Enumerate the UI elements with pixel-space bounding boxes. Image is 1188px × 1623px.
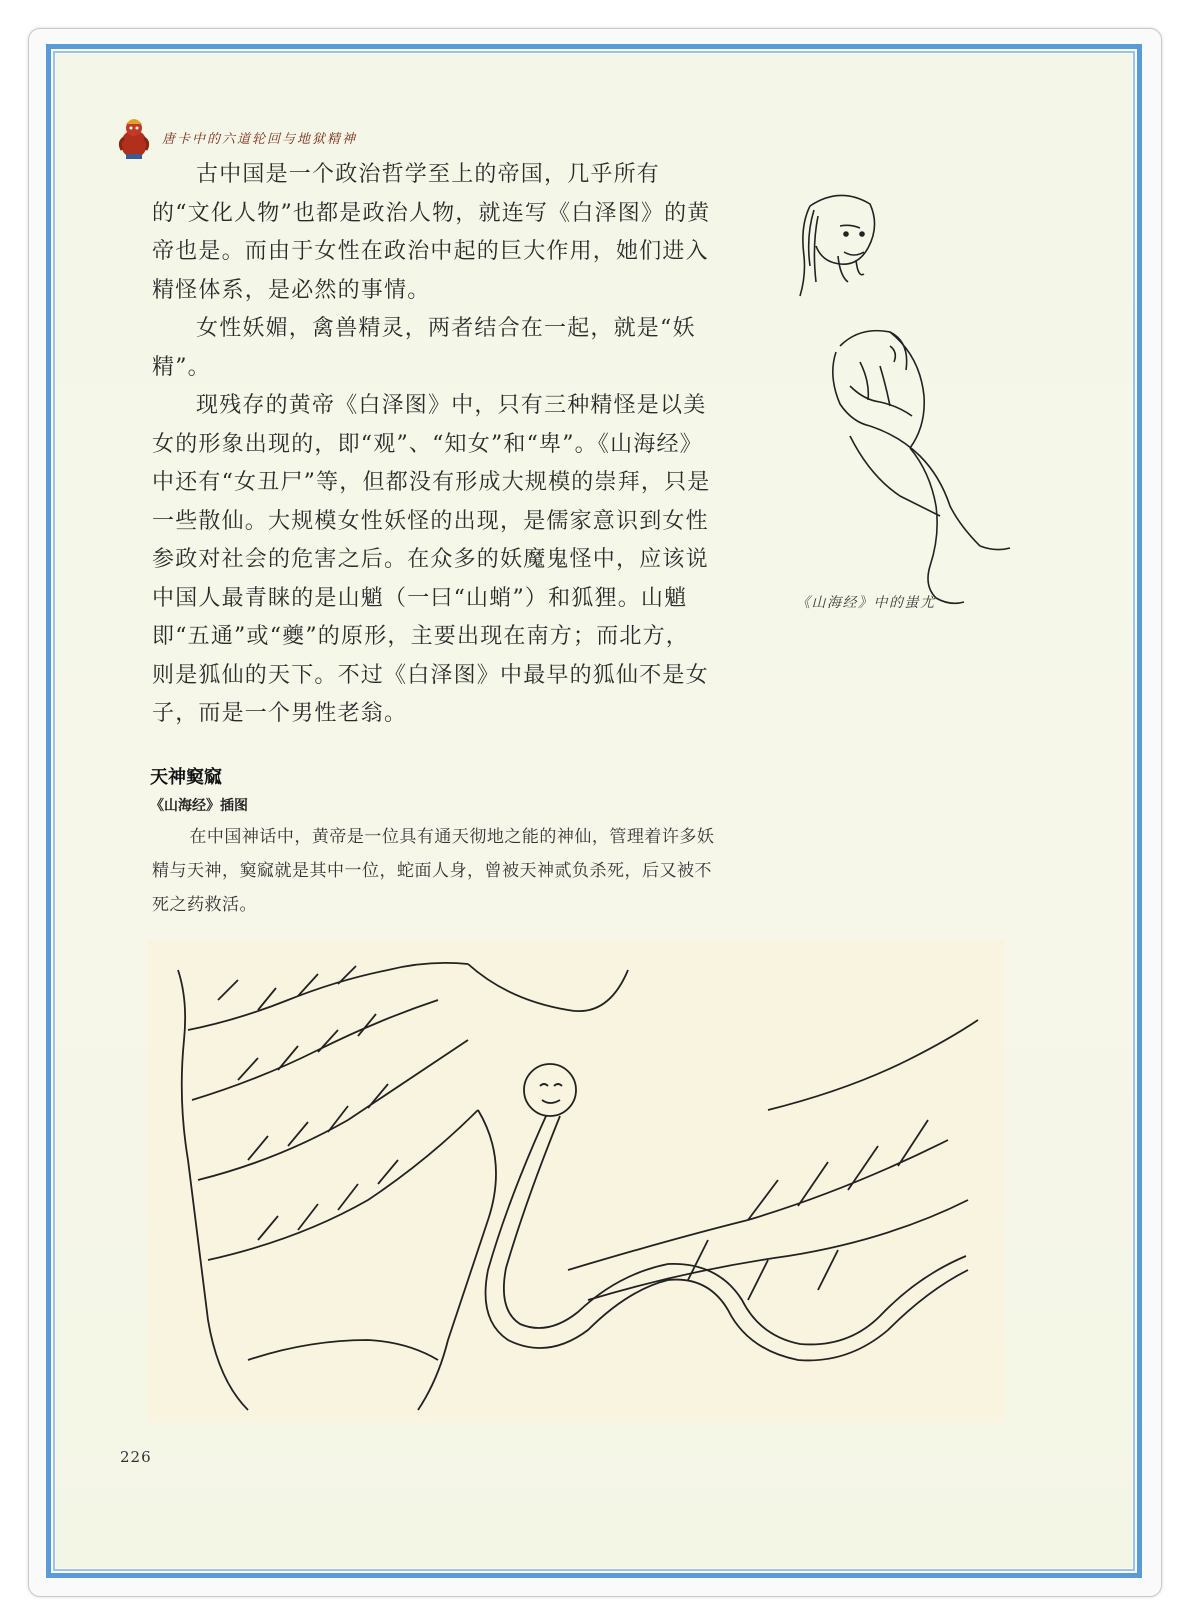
- section-subtitle: 《山海经》插图: [150, 798, 248, 814]
- page-number: 226: [120, 1448, 152, 1466]
- yayu-serpent-illustration: [148, 940, 1004, 1422]
- chiyou-illustration: [740, 186, 1020, 636]
- section-title: 天神窫窳: [150, 767, 222, 788]
- paragraph: 古中国是一个政治哲学至上的帝国，几乎所有的“文化人物”也都是政治人物，就连写《白泽图》的黄帝也是。而由于女性在政治中起的巨大作用，她们进入精怪体系，是必然的事情。: [152, 162, 711, 303]
- book-page: [56, 54, 1132, 1568]
- bearded-head-drawing: [800, 195, 875, 296]
- serpent-body-drawing: [486, 1064, 969, 1360]
- section-paragraph: 在中国神话中，黄帝是一位具有通天彻地之能的神仙，管理着许多妖精与天神，窫窳就是其中一位，蛇面人身，曾被天神贰负杀死，后又被不死之药救活。: [152, 827, 715, 915]
- main-text: [152, 156, 712, 734]
- running-title: 唐卡中的六道轮回与地狱精神: [162, 132, 358, 147]
- figure-caption: 《山海经》中的蚩尤: [796, 595, 936, 611]
- mountain-rocks-drawing: [178, 963, 628, 1410]
- red-deity-icon: [114, 114, 154, 162]
- river-branch-drawing: [568, 1020, 978, 1300]
- running-header: [114, 114, 514, 162]
- crouching-figure-drawing: [833, 331, 1010, 604]
- paragraph: 女性妖媚，禽兽精灵，两者结合在一起，就是“妖精”。: [152, 316, 696, 380]
- section-body: [152, 820, 720, 922]
- paragraph: 现残存的黄帝《白泽图》中，只有三种精怪是以美女的形象出现的，即“观”、“知女”和“卑”。《山海经》中还有“女丑尸”等，但都没有形成大规模的崇拜，只是一些散仙。大规模女性妖怪的出现，是儒家意识到女性参政对社会的危害之后。在众多的妖魔鬼怪中，应该说中国人最青睐的是山魈（一曰“山蛸”）和狐狸。山魈即“五通”或“夔”的原形，主要出现在南方；而北方，则是狐仙的天下。不过《白泽图》中最早的狐仙不是女子，而是一个男性老翁。: [152, 393, 711, 726]
